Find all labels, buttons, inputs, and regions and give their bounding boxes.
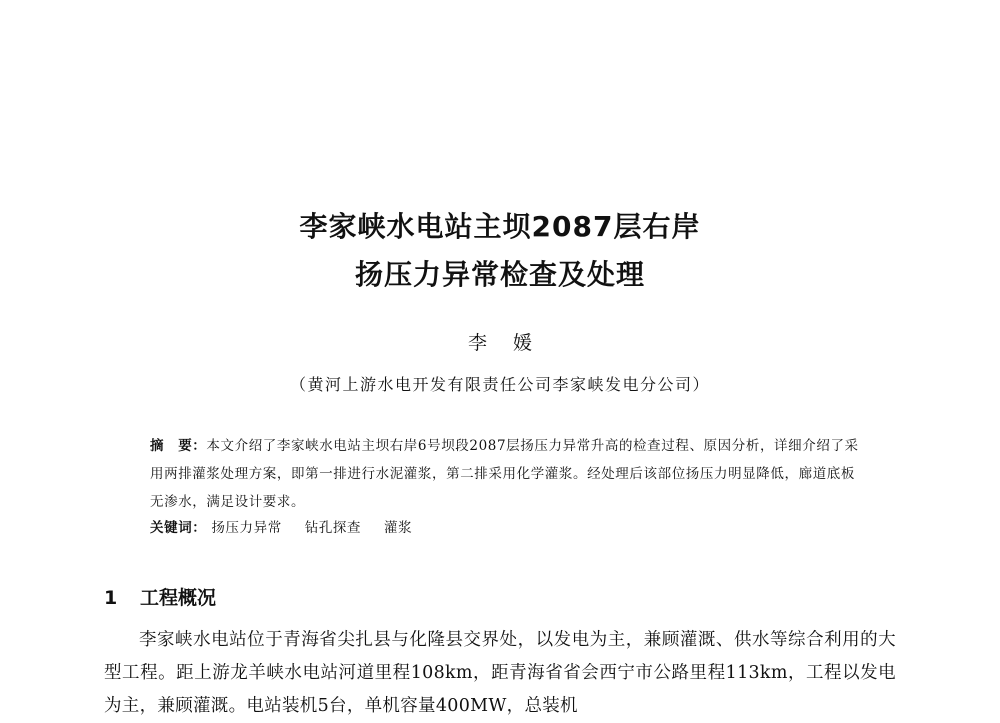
- paper-title-line-2: 扬压力异常检查及处理: [354, 258, 645, 291]
- section-number: 1: [104, 587, 118, 609]
- keyword-item: 钻孔探查: [304, 520, 362, 536]
- body-paragraph: 李家峡水电站位于青海省尖扎县与化隆县交界处，以发电为主，兼顾灌溉、供水等综合利用的大型工程。距上游龙羊峡水电站河道里程108km，距青海省省会西宁市公路里程113km，工程以发电为主，兼顾灌溉。电站装机5台，单机容量400MW，总装机: [104, 630, 896, 716]
- abstract-label: 摘 要：: [150, 438, 207, 454]
- section-title: 工程概况: [140, 587, 217, 609]
- keywords: [150, 516, 862, 536]
- abstract: [150, 432, 862, 516]
- author-affiliation: （黄河上游水电开发有限责任公司李家峡发电分公司）: [289, 375, 710, 394]
- author-name: 李媛: [467, 332, 558, 354]
- paper-title-line-1: 李家峡水电站主坝2087层右岸: [299, 210, 701, 243]
- keyword-item: 灌浆: [384, 520, 413, 536]
- section-heading: [104, 583, 216, 610]
- keywords-label: 关键词：: [150, 520, 207, 536]
- keyword-item: 扬压力异常: [211, 520, 282, 536]
- abstract-text: 本文介绍了李家峡水电站主坝右岸6号坝段2087层扬压力异常升高的检查过程、原因分析，详细介绍了采用两排灌浆处理方案，即第一排进行水泥灌浆，第二排采用化学灌浆。经处理后该部位扬压力明显降低，廊道底板无渗水，满足设计要求。: [150, 438, 859, 510]
